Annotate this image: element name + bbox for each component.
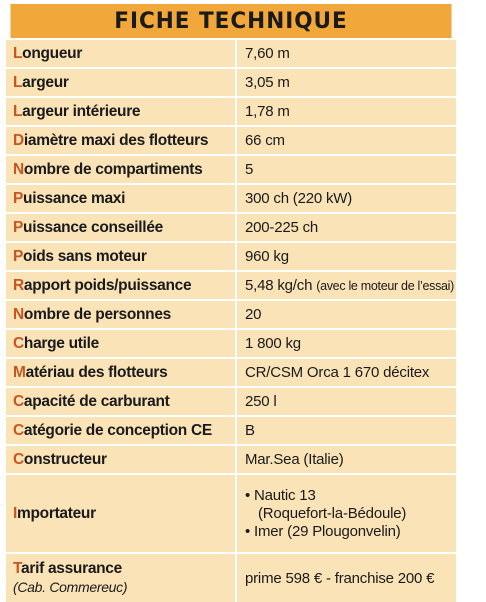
spec-label: L argeur intérieure	[13, 102, 141, 120]
spec-value: Mar.Sea (Italie)	[245, 451, 344, 468]
spec-row	[6, 272, 456, 299]
spec-row	[6, 185, 456, 212]
sheet-title: FICHE TECHNIQUE	[11, 4, 452, 38]
spec-label: C harge utile	[13, 334, 99, 352]
spec-row	[6, 98, 456, 125]
spec-row	[6, 446, 456, 473]
spec-value-note: (avec le moteur de l’essai)	[316, 278, 455, 293]
spec-row	[6, 359, 456, 386]
spec-row	[6, 330, 456, 357]
spec-label: Tarif assurance (Cab. Commereuc)	[13, 560, 128, 595]
spec-row	[6, 40, 456, 67]
spec-sublabel: (Cab. Commereuc)	[13, 579, 128, 595]
spec-value-main: 5,48 kg/ch	[245, 277, 313, 294]
spec-value: 5	[245, 161, 254, 178]
spec-value: 3,05 m	[245, 74, 290, 91]
spec-value: 960 kg	[245, 248, 289, 265]
technical-sheet	[6, 4, 456, 595]
spec-row	[6, 127, 456, 154]
spec-row	[6, 388, 456, 415]
spec-row	[6, 156, 456, 183]
spec-value: 66 cm	[245, 132, 285, 149]
spec-label: L argeur	[13, 73, 69, 91]
spec-row-tarif	[6, 554, 456, 602]
spec-row	[6, 69, 456, 96]
spec-value: 1,78 m	[245, 103, 290, 120]
spec-value: 20	[245, 306, 262, 323]
spec-value: 200-225 ch	[245, 219, 319, 236]
spec-value	[237, 475, 456, 552]
spec-label: C apacité de carburant	[13, 392, 170, 410]
spec-value: CR/CSM Orca 1 670 décitex	[245, 364, 430, 381]
spec-value: 1 800 kg	[245, 335, 301, 352]
spec-value	[237, 272, 456, 299]
spec-row-importateur	[6, 475, 456, 552]
spec-label: P uissance maxi	[13, 189, 126, 207]
spec-label: N ombre de personnes	[13, 305, 171, 323]
spec-row	[6, 301, 456, 328]
importer-line: • Imer (29 Plougonvelin)	[245, 522, 401, 540]
spec-label: C atégorie de conception CE	[13, 421, 212, 439]
spec-label: C onstructeur	[13, 450, 107, 468]
spec-label: L ongueur	[13, 44, 83, 62]
spec-row	[6, 417, 456, 444]
importer-line: (Roquefort-la-Bédoule)	[258, 504, 407, 522]
importer-line: • Nautic 13	[245, 486, 316, 504]
spec-label: N ombre de compartiments	[13, 160, 203, 178]
spec-label: P uissance conseillée	[13, 218, 163, 236]
spec-value: prime 598 € - franchise 200 €	[245, 569, 435, 587]
spec-value: B	[245, 422, 255, 439]
spec-value: 250 l	[245, 393, 277, 410]
spec-value: 7,60 m	[245, 45, 290, 62]
spec-value: 300 ch (220 kW)	[245, 190, 353, 207]
spec-table	[6, 40, 456, 602]
spec-row	[6, 214, 456, 241]
spec-label: P oids sans moteur	[13, 247, 147, 265]
spec-row	[6, 243, 456, 270]
spec-label: M atériau des flotteurs	[13, 363, 168, 381]
spec-label: I mportateur	[13, 504, 96, 522]
spec-label: R apport poids/puissance	[13, 276, 192, 294]
spec-label: D iamètre maxi des flotteurs	[13, 131, 209, 149]
